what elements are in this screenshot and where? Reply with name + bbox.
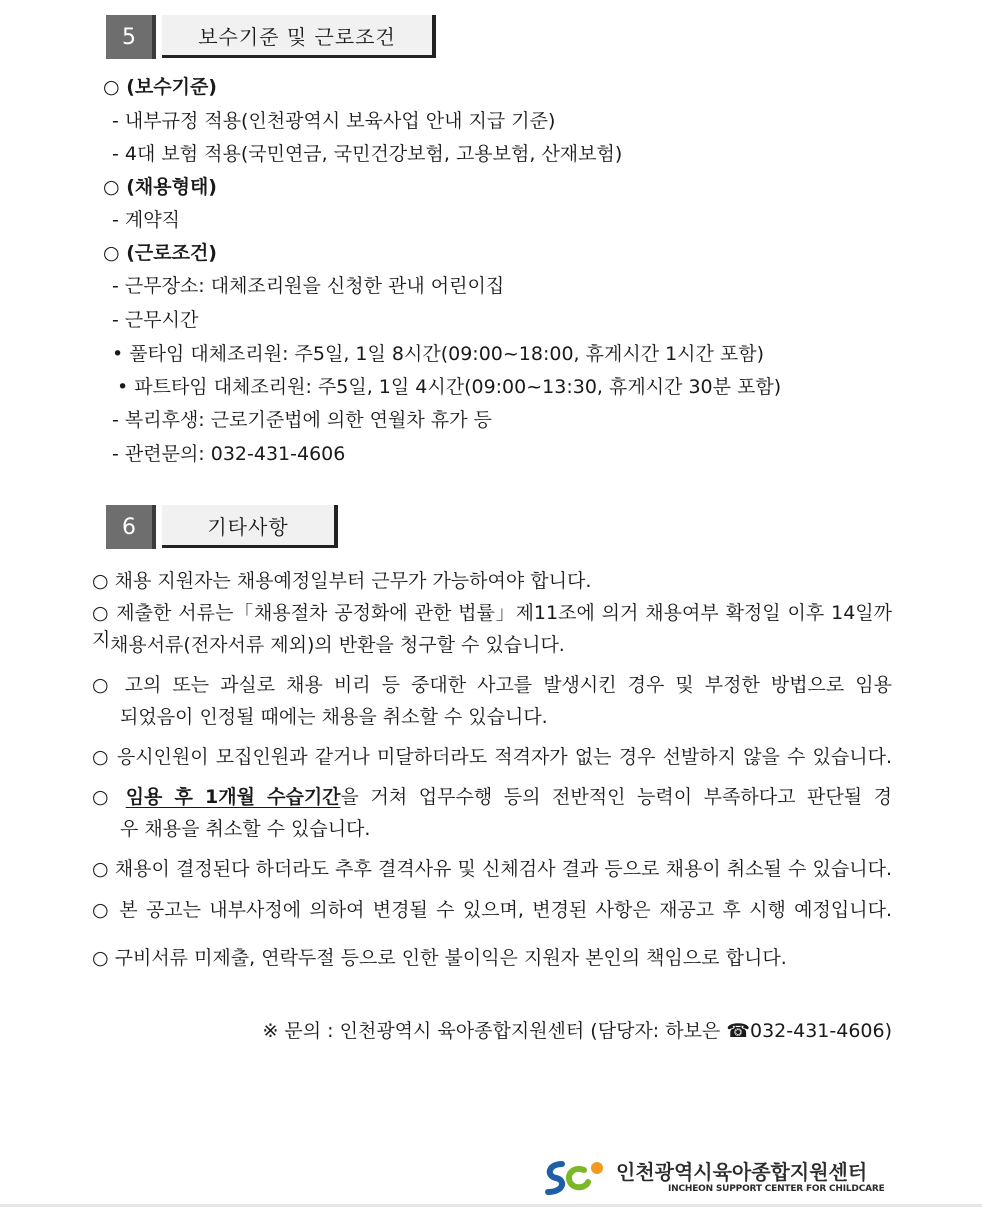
- employment-type-heading: ○ (채용형태): [103, 176, 217, 198]
- notice-item: ○ 채용이 결정된다 하더라도 추후 결격사유 및 신체검사 결과 등으로 채용이 취소될 수 있습니다.: [92, 858, 892, 880]
- center-logo: [540, 1156, 885, 1200]
- probation-period-emphasis: 임용 후 1개월 수습기간: [125, 786, 341, 808]
- notice-item: [92, 782, 892, 809]
- notice-item: ○ 채용 지원자는 채용예정일부터 근무가 가능하여야 합니다.: [92, 570, 592, 592]
- employment-type-item: - 계약직: [112, 209, 180, 231]
- work-condition-item: • 풀타임 대체조리원: 주5일, 1일 8시간(09:00~18:00, 휴게시간 1시간 포함): [112, 343, 765, 365]
- section-5-number: 5: [106, 15, 152, 59]
- pay-item: - 4대 보험 적용(국민연금, 국민건강보험, 고용보험, 산재보험): [112, 143, 623, 165]
- notice-item: ○ 제출한 서류는「채용절차 공정화에 관한 법률」제11조에 의거 채용여부 확정일 이후 14일까지: [92, 602, 892, 651]
- work-condition-item: - 관련문의: 032-431-4606: [112, 443, 346, 465]
- notice-item-continued: 되었음이 인정될 때에는 채용을 취소할 수 있습니다.: [120, 706, 548, 728]
- center-logo-name-ko: 인천광역시육아종합지원센터: [616, 1160, 868, 1184]
- notice-item-continued: 우 채용을 취소할 수 있습니다.: [120, 818, 371, 840]
- work-conditions-heading: ○ (근로조건): [103, 242, 217, 264]
- work-condition-item: - 근무시간: [112, 309, 199, 331]
- work-condition-item: - 근무장소: 대체조리원을 신청한 관내 어린이집: [112, 275, 505, 297]
- notice-item: ○ 응시인원이 모집인원과 같거나 미달하더라도 적격자가 없는 경우 선발하지 않을 수 있습니다.: [92, 746, 892, 768]
- pay-item: - 내부규정 적용(인천광역시 보육사업 안내 지급 기준): [112, 110, 556, 132]
- contact-info: ※ 문의 : 인천광역시 육아종합지원센터 (담당자: 하보은 ☎032-431-4606): [262, 1020, 892, 1042]
- notice-item: ○ 구비서류 미제출, 연락두절 등으로 인한 불이익은 지원자 본인의 책임으로 합니다.: [92, 947, 787, 969]
- notice-item-continued: 채용서류(전자서류 제외)의 반환을 청구할 수 있습니다.: [110, 634, 565, 656]
- center-logo-icon: [540, 1156, 610, 1200]
- work-condition-item: • 파트타임 대체조리원: 주5일, 1일 4시간(09:00~13:30, 휴게시간 30분 포함): [117, 376, 782, 398]
- section-6-title: 기타사항: [162, 505, 338, 548]
- notice-item: ○ 고의 또는 과실로 채용 비리 등 중대한 사고를 발생시킨 경우 및 부정한 방법으로 임용: [92, 674, 892, 696]
- section-5-header: [106, 15, 436, 59]
- notice-item: ○ 본 공고는 내부사정에 의하여 변경될 수 있으며, 변경된 사항은 재공고 후 시행 예정입니다.: [92, 899, 892, 921]
- section-6-header: [106, 505, 338, 549]
- section-5-title: 보수기준 및 근로조건: [162, 15, 436, 58]
- pay-heading: ○ (보수기준): [103, 76, 217, 98]
- work-condition-item: - 복리후생: 근로기준법에 의한 연월차 휴가 등: [112, 409, 492, 431]
- center-logo-name-en: INCHEON SUPPORT CENTER FOR CHILDCARE: [668, 1184, 885, 1194]
- notice-text: 을 거쳐 업무수행 등의 전반적인 능력이 부족하다고 판단될 경: [340, 786, 892, 808]
- notice-bullet: ○: [92, 786, 126, 808]
- section-6-number: 6: [106, 505, 152, 549]
